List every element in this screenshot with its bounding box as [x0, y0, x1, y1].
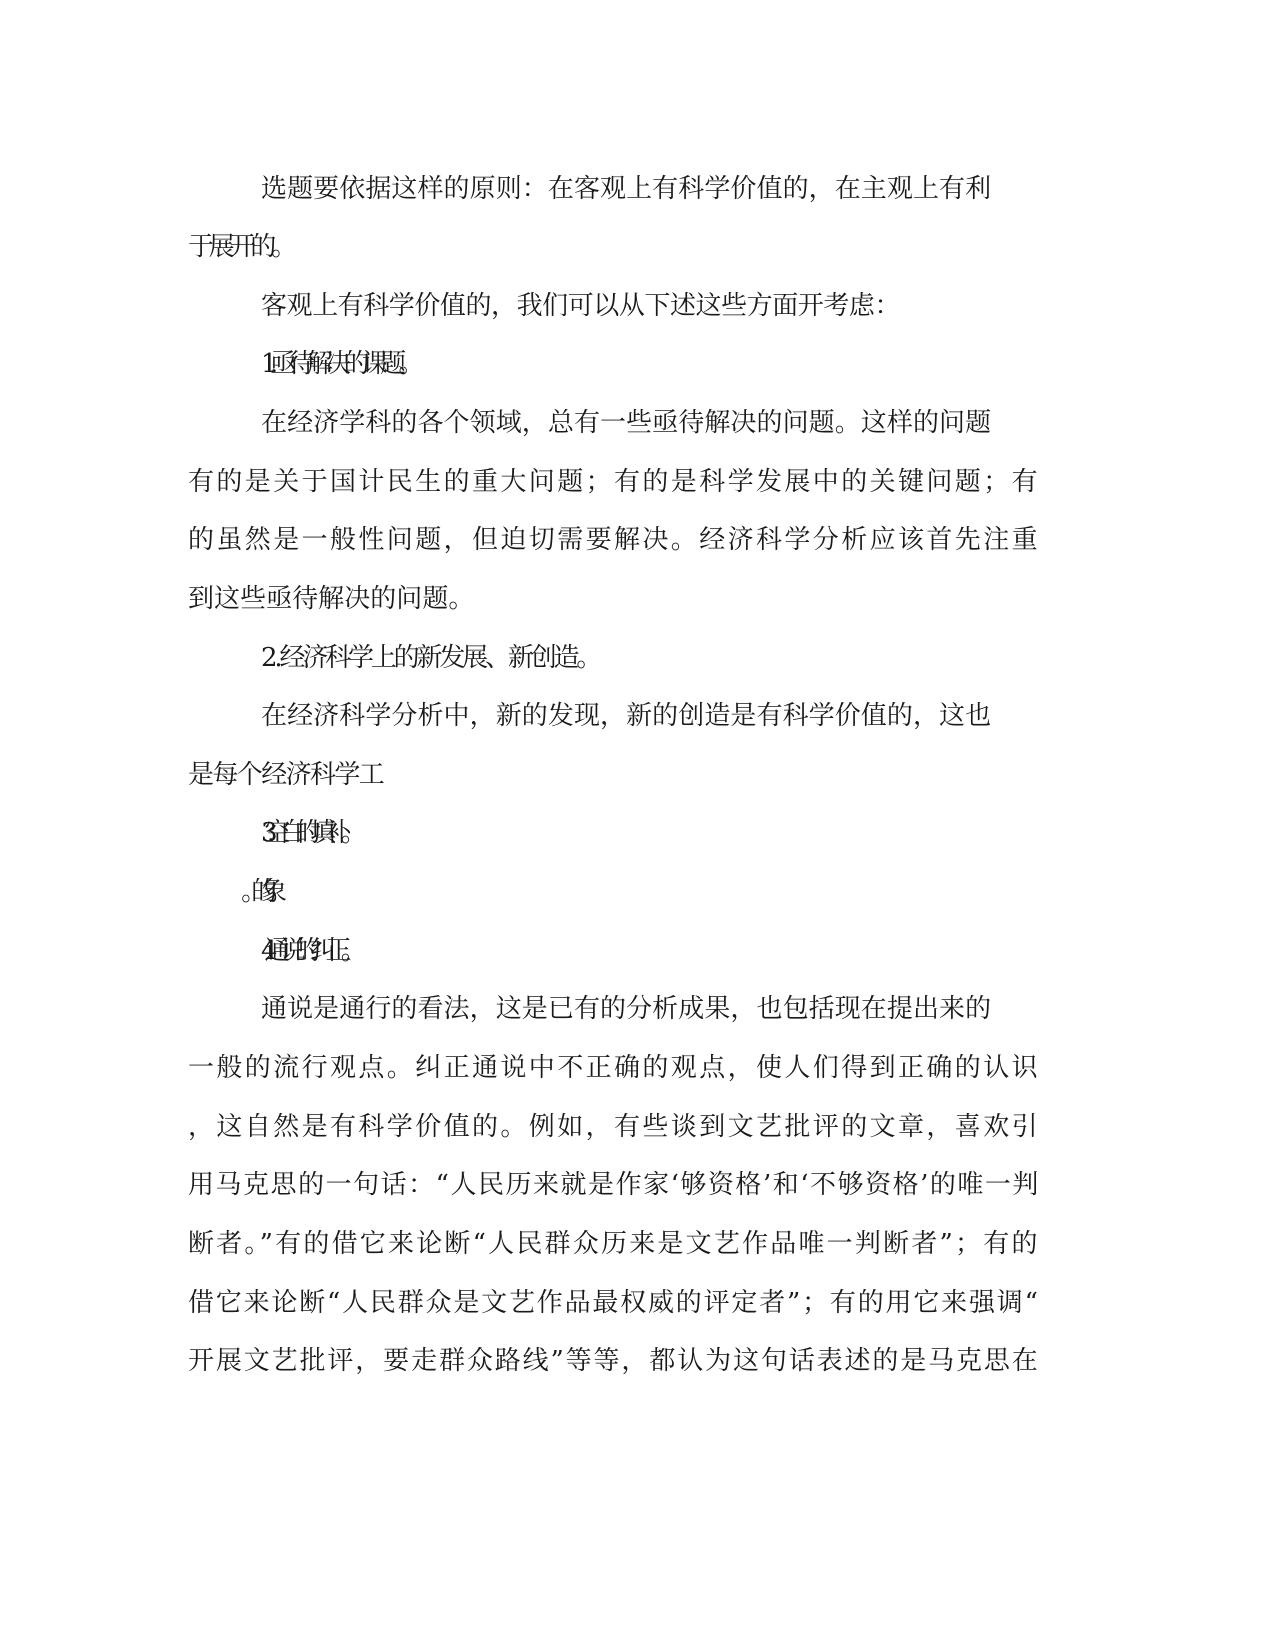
paragraph-line: 借它来论断“人民群众是文艺作品最权威的评定者”；有的用它来强调“ — [188, 1288, 1040, 1318]
paragraph-line: 是每个经济科学工 — [188, 760, 384, 790]
paragraph-line: 断者。”有的借它来论断“人民群众历来是文艺作品唯一判断者”；有的 — [188, 1229, 1040, 1259]
paragraph-line — [261, 872, 1161, 912]
paragraph-line: 一般的流行观点。纠正通说中不正确的观点，使人们得到正确的认识 — [188, 1053, 1041, 1083]
paragraph-line: 在经济学科的各个领域，总有一些亟待解决的问题。这样的问题 — [261, 408, 992, 438]
paragraph-line: 到这些亟待解决的问题。 — [188, 584, 475, 614]
paragraph-line: 选题要依据这样的原则：在客观上有科学价值的，在主观上有利 — [261, 174, 992, 204]
paragraph-line: 开展文艺批评，要走群众路线”等等，都认为这句话表述的是马克思在 — [188, 1346, 1040, 1376]
paragraph-line: ，这自然是有科学价值的。例如，有些谈到文艺批评的文章，喜欢引 — [188, 1112, 1041, 1142]
paragraph-line: 用马克思的一句话：“人民历来就是作家‘够资格’和‘不够资格’的唯一判 — [188, 1170, 1040, 1200]
paragraph-line: 的虽然是一般性问题，但迫切需要解决。经济科学分析应该首先注重 — [188, 525, 1041, 555]
paragraph-line: 通说是通行的看法，这是已有的分析成果，也包括现在提出来的 — [261, 994, 992, 1024]
paragraph-line: 于展开的。 — [188, 232, 293, 262]
list-heading: 2.经济科学上的新发展、新创造。 — [261, 643, 600, 673]
paragraph-line: 有的是关于国计民生的重大问题；有的是科学发展中的关键问题；有 — [188, 467, 1041, 497]
list-heading: 3.空白的填补。 — [261, 818, 357, 848]
paragraph-line: 客观上有科学价值的，我们可以从下述这些方面开考虑： — [261, 291, 901, 321]
paragraph-line: 在经济科学分析中，新的发现，新的创造是有科学价值的，这也 — [261, 701, 992, 731]
list-heading: 1.亟待解决的课题。 — [261, 349, 417, 379]
list-heading: 4.通说的纠正。 — [261, 936, 357, 966]
